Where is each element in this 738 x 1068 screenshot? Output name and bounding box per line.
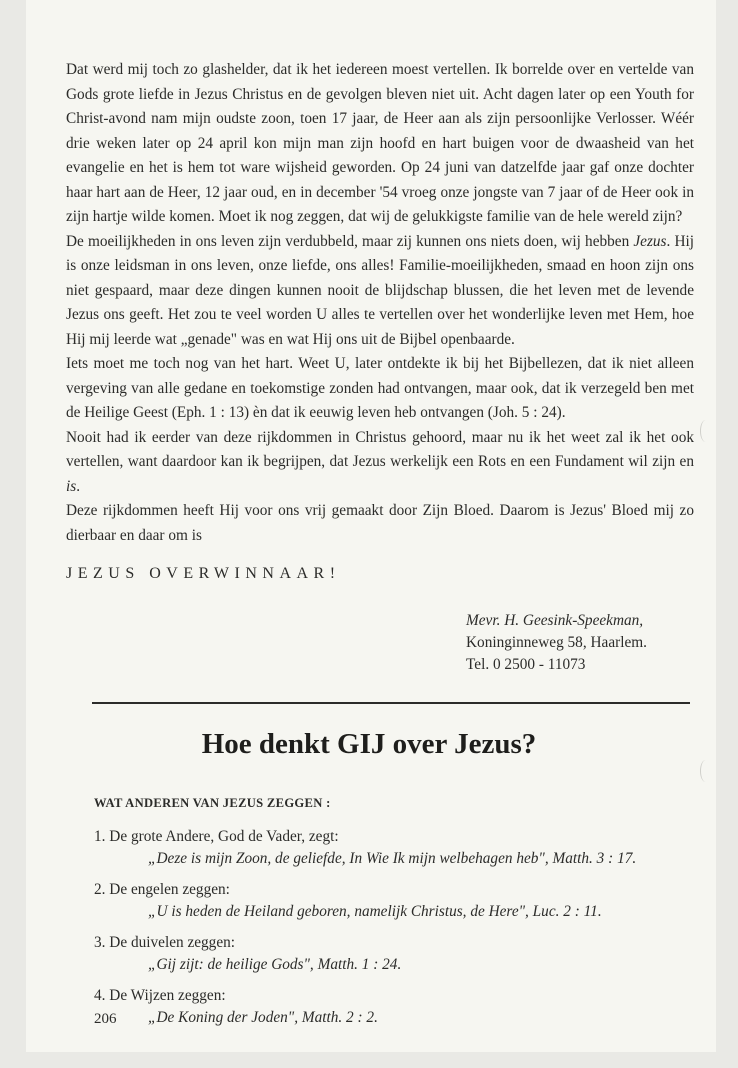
page-number: 206 xyxy=(94,1011,117,1027)
list-item-number: 3. xyxy=(94,934,110,951)
article-paragraph xyxy=(66,58,694,230)
section-subtitle: WAT ANDEREN VAN JEZUS ZEGGEN : xyxy=(94,796,331,810)
list-item-quote: „Deze is mijn Zoon, de geliefde, In Wie Ik mijn welbehagen heb", Matth. 3 : 17. xyxy=(148,850,637,867)
section-divider xyxy=(92,702,690,704)
scan-edge-mark xyxy=(700,420,711,442)
paragraph-text: Deze rijkdommen heeft Hij voor ons vrij gemaakt door Zijn Bloed. Daarom is Jezus' Bloed mij zo dierbaar en daar om is xyxy=(66,502,694,544)
paragraph-text: Dat werd mij toch zo glashelder, dat ik het iedereen moest vertellen. Ik borrelde over en vertelde van Gods grote liefde in Jezus Christus en de gevolgen bleven niet uit. Acht dagen later op een Youth for Christ-avond nam mijn oudste zoon, toen 17 jaar, de Heer aan als zijn persoonlijke Verlosser. Wéér drie weken later op 24 april kon mijn man zijn hoofd en hart buigen voor de dwaasheid van het evangelie en het is hem tot ware wijsheid geworden. Op 24 juni van datzelfde jaar gaf onze dochter haar hart aan de Heer, 12 jaar oud, en in december '54 vroeg onze jongste van 7 jaar of de Heer ook in zijn hartje wilde komen. Moet ik nog zeggen, dat wij de gelukkigste familie van de hele wereld zijn? xyxy=(66,61,694,225)
list-item-number: 1. xyxy=(94,828,110,845)
list-item-quote: „Gij zijt: de heilige Gods", Matth. 1 : 24. xyxy=(148,956,402,973)
list-item-heading xyxy=(94,985,704,1007)
list-item-heading-text: De Wijzen zeggen: xyxy=(109,987,226,1004)
list-item-heading-text: De engelen zeggen: xyxy=(109,881,230,898)
list-item-heading xyxy=(94,879,704,901)
list-item-heading xyxy=(94,932,704,954)
paragraph-text: . Hij is onze leidsman in ons leven, onze liefde, ons alles! Familie-moeilijkheden, smaad en hoon zijn ons niet gespaard, maar deze dingen kunnen nooit de blijdschap blussen, die het leven met de levende Jezus ons geeft. Het zou te veel worden U alles te vertellen over het wonderlijke leven met Hem, hoe Hij mij leerde wat „genade" was en wat Hij ons uit de Bijbel openbaarde. xyxy=(66,232,694,348)
article-paragraph xyxy=(66,426,694,500)
paragraph-text: Nooit had ik eerder van deze rijkdommen in Christus gehoord, maar nu ik het weet zal ik het ook vertellen, want daardoor kan ik begrijpen, dat Jezus werkelijk een Rots en een Fundament wil zijn en xyxy=(66,428,694,470)
list-item-number: 4. xyxy=(94,987,110,1004)
list-item-number: 2. xyxy=(94,881,110,898)
article-body xyxy=(66,58,694,586)
article-paragraphs xyxy=(66,58,694,548)
section-title: Hoe denkt GIJ over Jezus? xyxy=(201,728,537,760)
list-item-heading-text: De duivelen zeggen: xyxy=(109,934,236,951)
paragraph-text: . xyxy=(76,477,81,495)
signature-block xyxy=(466,610,706,676)
list-item xyxy=(94,879,704,923)
list-item-quote: „U is heden de Heiland geboren, namelijk Christus, de Here", Luc. 2 : 11. xyxy=(148,903,602,920)
emphasis-text: is xyxy=(66,477,77,495)
closing-exclamation: JEZUS OVERWINNAAR! xyxy=(66,565,341,582)
list-item-heading xyxy=(94,826,704,848)
emphasis-text: Jezus xyxy=(633,232,667,250)
list-item-quote: „De Koning der Joden", Matth. 2 : 2. xyxy=(148,1009,378,1026)
signature-address: Koninginneweg 58, Haarlem. xyxy=(466,634,647,651)
list-item-heading-text: De grote Andere, God de Vader, zegt: xyxy=(109,828,339,845)
paragraph-text: Iets moet me toch nog van het hart. Weet U, later ontdekte ik bij het Bijbellezen, dat ik niet alleen vergeving van alle gedane en toekomstige zonden had ontvangen, maar ook, dat ik verzegeld ben met de Heilige Geest (Eph. 1 : 13) èn dat ik eeuwig leven heb ontvangen (Joh. 5 : 24). xyxy=(66,355,694,421)
quote-list xyxy=(94,826,704,1038)
list-item xyxy=(94,932,704,976)
article-paragraph xyxy=(66,499,694,548)
article-paragraph xyxy=(66,352,694,426)
signature-phone: Tel. 0 2500 - 11073 xyxy=(466,656,586,673)
article-paragraph xyxy=(66,230,694,353)
list-item xyxy=(94,826,704,870)
signature-name: Mevr. H. Geesink-Speekman, xyxy=(466,612,644,629)
paragraph-text: De moeilijkheden in ons leven zijn verdubbeld, maar zij kunnen ons niets doen, wij hebben xyxy=(66,232,634,250)
list-item xyxy=(94,985,704,1029)
scan-edge-mark xyxy=(700,760,711,782)
